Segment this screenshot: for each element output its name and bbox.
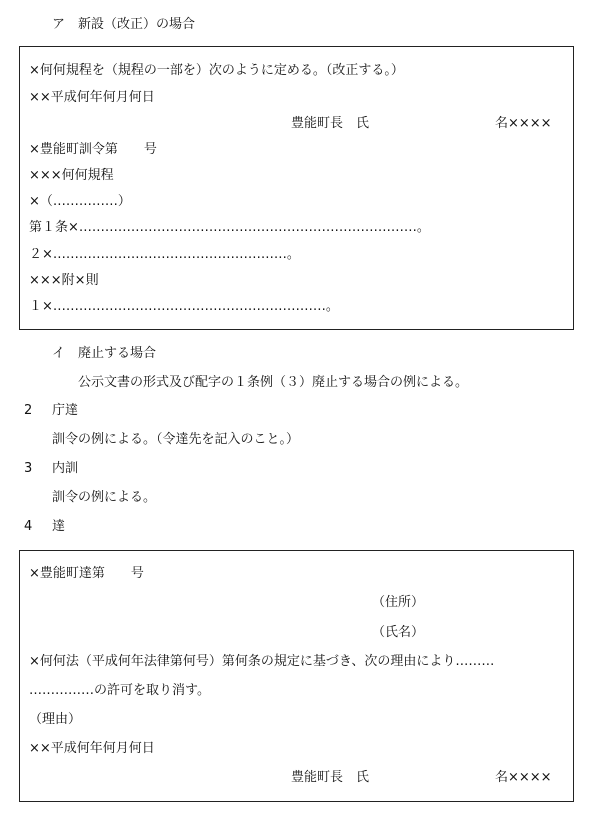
item2-num: 2 [24, 403, 33, 418]
box-4-name: （氏名） [372, 625, 425, 640]
box-4-address: （住所） [372, 595, 425, 610]
box-4-number: ×豊能町達第 号 [29, 566, 144, 581]
item3-text: 訓令の例による。 [52, 490, 157, 505]
section-a-box [19, 46, 574, 330]
section-i-heading: イ 廃止する場合 [52, 346, 157, 361]
item3-title: 内訓 [52, 461, 79, 476]
box-4-signer-title: 豊能町長 氏 [291, 770, 370, 785]
box-a-line1: ×何何規程を（規程の一部を）次のように定める。（改正する。） [29, 63, 404, 78]
box-4-signer-name: 名×××× [495, 770, 552, 785]
section-a-heading: ア 新設（改正）の場合 [52, 17, 196, 32]
box-a-signer-name: 名×××× [495, 116, 552, 131]
section-i-text: 公示文書の形式及び配字の１条例（３）廃止する場合の例による。 [78, 375, 469, 390]
box-a-para2: ２×………………………………………………。 [29, 247, 300, 262]
item4-box [19, 550, 574, 802]
item4-title: 達 [52, 519, 66, 534]
box-4-line2: ……………の許可を取り消す。 [29, 683, 210, 698]
box-a-article1: 第１条×……………………………………………………………………。 [29, 220, 430, 235]
box-a-number: ×豊能町訓令第 号 [29, 142, 157, 157]
item4-num: 4 [24, 519, 33, 534]
box-a-paren: ×（……………） [29, 194, 131, 209]
box-a-rule-name: ×××何何規程 [29, 168, 114, 183]
box-4-date: ××平成何年何月何日 [29, 741, 155, 756]
item3-num: 3 [24, 461, 33, 476]
box-a-signer-title: 豊能町長 氏 [291, 116, 370, 131]
box-4-line1: ×何何法（平成何年法律第何号）第何条の規定に基づき、次の理由により……… [29, 654, 495, 669]
box-4-reason: （理由） [29, 712, 82, 727]
item2-text: 訓令の例による。（令達先を記入のこと。） [52, 432, 300, 447]
item2-title: 庁達 [52, 403, 79, 418]
box-a-supp1: １×………………………………………………………。 [29, 299, 339, 314]
box-a-date: ××平成何年何月何日 [29, 90, 155, 105]
box-a-supplementary: ×××附×則 [29, 273, 99, 288]
